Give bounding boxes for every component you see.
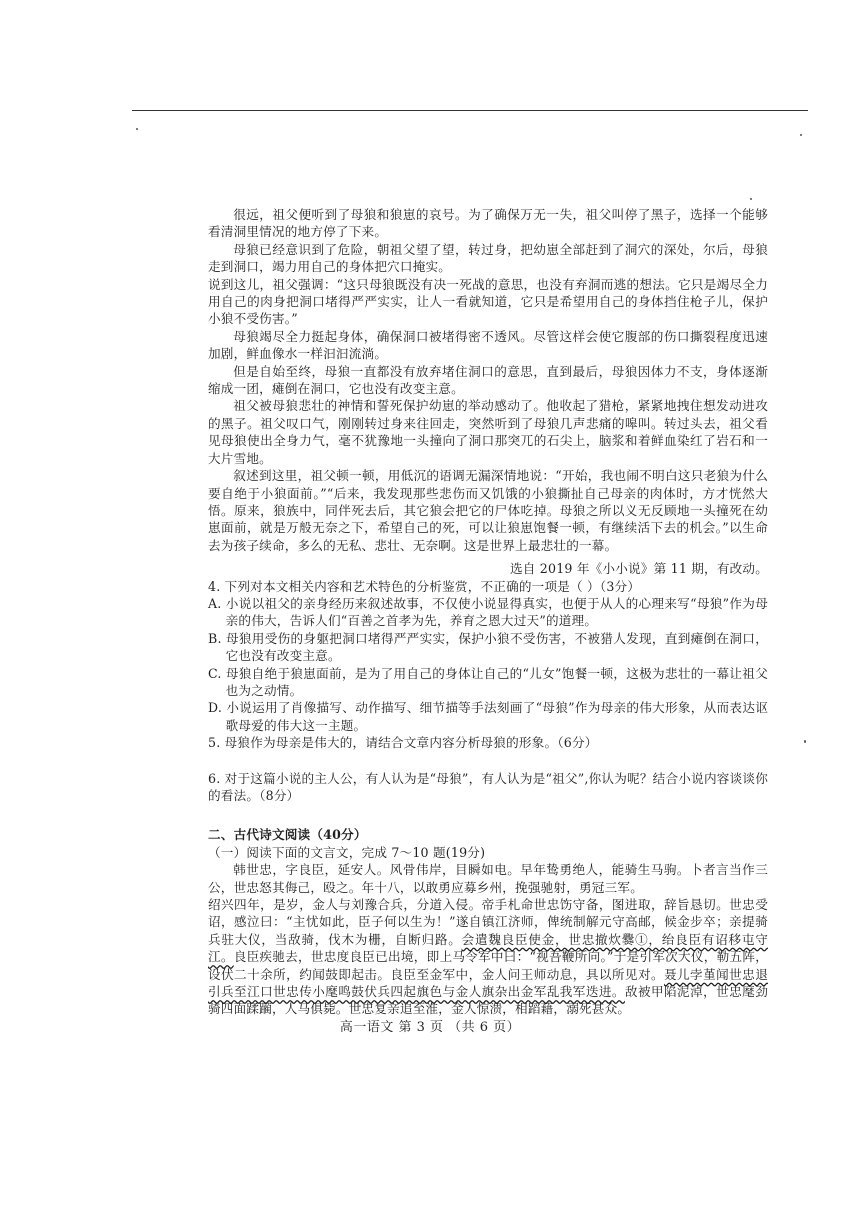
question-4-stem: 4. 下列对本文相关内容和艺术特色的分析鉴赏，不正确的一项是（ ）（3分） bbox=[208, 578, 641, 594]
underlined-sentence-2: 聂儿孛堇闻世忠退引兵至江口世忠传小麾鸣鼓伏兵四起旗色与金人旗杂出金军乱我军迭进。 bbox=[208, 966, 768, 1000]
story-paragraph: 叙述到这里，祖父顿一顿，用低沉的语调无漏深情地说：“开始，我也闹不明白这只老狼为什么要自绝于小狼面前。”“后来，我发现那些悲伤而又饥饿的小狼撕扯自己母亲的肉体时，方才恍然大悟。原来，狼族中，同伴死去后，其它狼会把它的尸体吃掉。母狼之所以义无反顾地一头撞死在幼崽面前，就是万般无奈之下，希望自己的死，可以让狼崽饱餐一顿，有继续活下去的机会。”以生命去为孩子续命，多么的无私、悲壮、无奈啊。这是世界上最悲壮的一幕。 bbox=[208, 468, 768, 553]
classical-paragraph-1: 韩世忠，字良臣，延安人。风骨伟岸，目瞬如电。早年鸷勇绝人，能骑生马驹。卜者言当作三公，世忠怒其侮己，殴之。年十八，以敢勇应募乡州，挽强驰射，勇冠三军。 bbox=[208, 862, 768, 895]
section-2-subtitle: （一）阅读下面的文言文，完成 7～10 题(19分) bbox=[208, 844, 486, 860]
story-paragraph: 母狼竭尽全力挺起身体，确保洞口被堵得密不透风。尽管这样会使它腹部的伤口撕裂程度迅速加剧，鲜血像水一样汩汩流淌。 bbox=[208, 328, 768, 362]
scan-speck bbox=[804, 740, 806, 743]
top-rule bbox=[132, 110, 808, 111]
scan-speck bbox=[800, 134, 802, 136]
question-6: 6. 对于这篇小说的主人公，有人认为是“母狼”，有人认为是“祖父”,你认为呢？结合小说内容谈谈你的看法。（8分） bbox=[208, 770, 768, 803]
story-paragraph: 母狼已经意识到了危险，朝祖父望了望，转过身，把幼崽全部赶到了洞穴的深处，尔后，母狼走到洞口，竭力用自己的身体把穴口掩实。 bbox=[208, 241, 768, 275]
story-paragraph: 说到这儿，祖父强调：“这只母狼既没有决一死战的意思，也没有弃洞而逃的想法。它只是竭尽全力用自己的肉身把洞口堵得严严实实，让人一看就知道，它只是希望用自己的身体挡住枪子儿，保护小狼不受伤害。” bbox=[208, 276, 768, 327]
scan-speck bbox=[750, 198, 752, 200]
classical-text: 绍兴四年，是岁，金人与刘豫合兵，分道入侵。帝手札命世忠饬守备，图进取，辞旨恳切。世忠受诏，感泣曰：“主忧如此，臣子何以生为！”遂自镇江济师，俾统制解元守高邮，候金步卒；亲提骑兵驻大仪，当敌骑，伐木为栅，自断归路。 bbox=[208, 897, 768, 947]
scan-speck bbox=[136, 128, 138, 130]
story-paragraph: 很远，祖父便听到了母狼和狼崽的哀号。为了确保万无一失，祖父叫停了黑子，选择一个能够看清洞里情况的地方停了下来。 bbox=[208, 207, 768, 240]
classical-text: 敌被甲陷泥淖，世忠麾劲骑四面蹂躏，人马俱毙。世忠复亲追至淮，金人惊溃，相蹈藉，溺死甚众。 bbox=[208, 984, 769, 1017]
question-4-option-a: A. 小说以祖父的亲身经历来叙述故事，不仅使小说显得真实，也便于从人的心理来写“母狼”作为母亲的伟大，告诉人们“百善之首孝为先，养育之恩大过天”的道理。 bbox=[208, 595, 768, 629]
question-4-option-b: B. 母狼用受伤的身躯把洞口堵得严严实实，保护小狼不受伤害，不被猎人发现，直到瘫倒在洞口，它也没有改变主意。 bbox=[208, 630, 768, 664]
classical-text: 良臣疾驰去，世忠度良臣已出境，即上马令军中曰：“视吾鞭所向。”于是引军次大仪，勒五阵，设伏二十余所，约闻鼓即起击。良臣至金军中，金人问王师动息，具以所见对。 bbox=[208, 949, 768, 982]
classical-paragraph-2 bbox=[208, 896, 768, 1018]
story-paragraph: 但是自始至终，母狼一直都没有放弃堵住洞口的意思，直到最后，母狼因体力不支，身体逐渐缩成一团，瘫倒在洞口，它也没有改变主意。 bbox=[208, 363, 768, 397]
question-4-option-d: D. 小说运用了肖像描写、动作描写、细节描等手法刻画了“母狼”作为母亲的伟大形象，从而表达讴歌母爱的伟大这一主题。 bbox=[208, 700, 768, 733]
exam-page bbox=[208, 206, 768, 1018]
section-2-title: 二、古代诗文阅读（40分） bbox=[208, 827, 367, 843]
question-5: 5. 母狼作为母亲是伟大的，请结合文章内容分析母狼的形象。（6分） bbox=[208, 735, 598, 751]
question-4-option-c: C. 母狼自绝于狼崽面前，是为了用自己的身体让自己的“儿女”饱餐一顿，这极为悲壮的一幕让祖父也为之动情。 bbox=[208, 665, 768, 698]
underlined-sentence-1: 会遣魏良臣使金，世忠撤炊爨①，绐良臣有诏移屯守江。 bbox=[208, 931, 768, 965]
page-footer: 高一语文 第 3 页 （共 6 页） bbox=[339, 1020, 521, 1035]
story-source: 选自 2019 年《小小说》第 11 期，有改动。 bbox=[510, 561, 768, 577]
story-paragraph: 祖父被母狼悲壮的神情和誓死保护幼崽的举动感动了。他收起了猎枪，紧紧地拽住想发动进攻的黑子。祖父叹口气，刚刚转过身来往回走，突然听到了母狼几声悲痛的嗥叫。转过头去，祖父看见母狼使出全身力气，毫不犹豫地一头撞向了洞口那突兀的石尖上，脑浆和着鲜血染红了岩石和一大片雪地。 bbox=[208, 398, 768, 466]
